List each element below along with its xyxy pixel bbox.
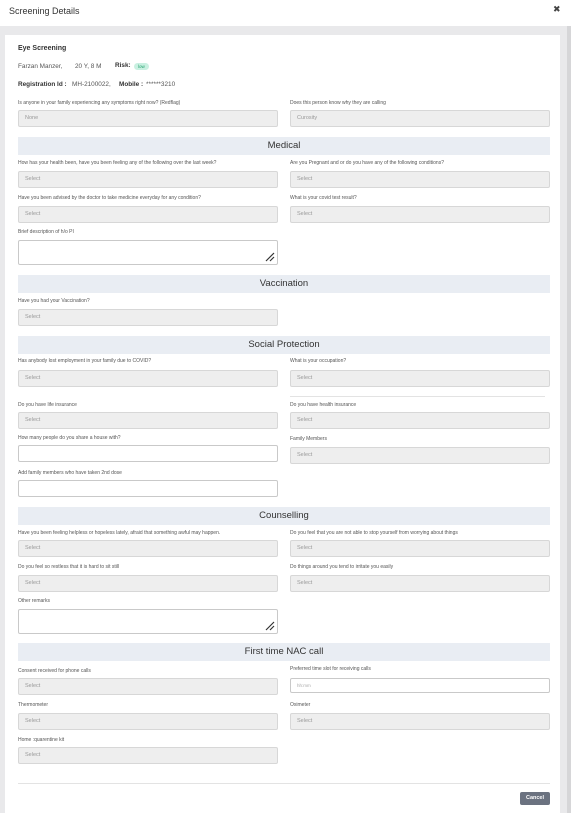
second-dose-label: Add family members who have taken 2nd dose [18, 470, 122, 476]
oximeter-select[interactable]: Select [290, 713, 550, 730]
redflag-select[interactable]: None [18, 110, 278, 127]
irritate-select[interactable]: Select [290, 575, 550, 592]
covid-test-select[interactable]: Select [290, 206, 550, 223]
medicine-select[interactable]: Select [18, 206, 278, 223]
footer-divider [18, 783, 550, 784]
resize-grip-icon[interactable] [263, 619, 275, 631]
description-label: Brief description of h/o PI [18, 229, 74, 235]
description-textarea[interactable] [18, 240, 278, 265]
divider [290, 396, 545, 397]
employment-select[interactable]: Select [18, 370, 278, 387]
risk-badge: low [134, 63, 149, 70]
medicine-label: Have you been advised by the doctor to take medicine everyday for any condition? [18, 195, 201, 201]
pregnant-label: Are you Pregnant and or do you have any of the following conditions? [290, 160, 444, 166]
thermometer-select[interactable]: Select [18, 713, 278, 730]
section-vaccination: Vaccination [18, 275, 550, 293]
section-counselling: Counselling [18, 507, 550, 525]
calling-reason-select[interactable]: Curosity [290, 110, 550, 127]
restless-select[interactable]: Select [18, 575, 278, 592]
health-label: How has your health been, have you been feeling any of the following over the last week? [18, 160, 217, 166]
cancel-button[interactable]: Cancel [520, 792, 550, 805]
life-insurance-select[interactable]: Select [18, 412, 278, 429]
second-dose-input[interactable] [18, 480, 278, 497]
oximeter-label: Oximeter [290, 702, 311, 708]
close-icon[interactable]: ✖ [553, 4, 561, 14]
occupation-label: What is your occupation? [290, 358, 347, 364]
health-insurance-label: Do you have health insurance [290, 402, 357, 408]
worrying-select[interactable]: Select [290, 540, 550, 557]
irritate-label: Do things around you tend to irritate you easily [290, 564, 394, 570]
household-size-label: How many people do you share a house with? [18, 435, 121, 441]
registration-id: MH-2100022, [72, 81, 111, 88]
worrying-label: Do you feel that you are not able to stop yourself from worrying about things [290, 530, 458, 536]
health-insurance-select[interactable]: Select [290, 412, 550, 429]
thermometer-label: Thermometer [18, 702, 49, 708]
quarantine-kit-select[interactable]: Select [18, 747, 278, 764]
time-slot-label: Preferred time slot for receiving calls [290, 666, 371, 672]
redflag-label: Is anyone in your family experiencing any symptoms right now? (Redflag) [18, 100, 181, 106]
pregnant-select[interactable]: Select [290, 171, 550, 188]
section-social-protection: Social Protection [18, 336, 550, 354]
life-insurance-label: Do you have life insurance [18, 402, 77, 408]
consent-select[interactable]: Select [18, 678, 278, 695]
vaccination-label: Have you had your Vaccination? [18, 298, 90, 304]
risk-label: Risk: [115, 62, 131, 69]
remarks-label: Other remarks [18, 598, 50, 604]
health-select[interactable]: Select [18, 171, 278, 188]
patient-name: Farzan Manzer, [18, 63, 63, 70]
helpless-label: Have you been feeling helpless or hopeless lately, afraid that something awful may happen. [18, 530, 221, 536]
helpless-select[interactable]: Select [18, 540, 278, 557]
family-members-label: Family Members [290, 436, 327, 442]
family-members-select[interactable]: Select [290, 447, 550, 464]
registration-label: Registration Id : [18, 81, 67, 88]
employment-label: Has anybody lost employment in your family due to COVID? [18, 358, 152, 364]
consent-label: Consent received for phone calls [18, 668, 91, 674]
calling-reason-label: Does this person know why they are calling [290, 100, 386, 106]
resize-grip-icon[interactable] [263, 250, 275, 262]
screening-heading: Eye Screening [18, 45, 67, 52]
covid-test-label: What is your covid test result? [290, 195, 357, 201]
patient-age-gender: 20 Y, 8 M [75, 63, 102, 70]
remarks-textarea[interactable] [18, 609, 278, 634]
section-medical: Medical [18, 137, 550, 155]
restless-label: Do you feel so restless that it is hard to sit still [18, 564, 120, 570]
mobile-label: Mobile : [119, 81, 144, 88]
modal-header [0, 0, 571, 26]
time-slot-input[interactable]: hh:mm [290, 678, 550, 693]
section-nac-call: First time NAC call [18, 643, 550, 661]
occupation-select[interactable]: Select [290, 370, 550, 387]
scrollbar[interactable] [567, 26, 571, 813]
quarantine-kit-label: Home :quarentine kit [18, 737, 65, 743]
vaccination-select[interactable]: Select [18, 309, 278, 326]
mobile-number: ******3210 [146, 81, 176, 88]
household-size-input[interactable] [18, 445, 278, 462]
modal-title: Screening Details [9, 6, 80, 16]
